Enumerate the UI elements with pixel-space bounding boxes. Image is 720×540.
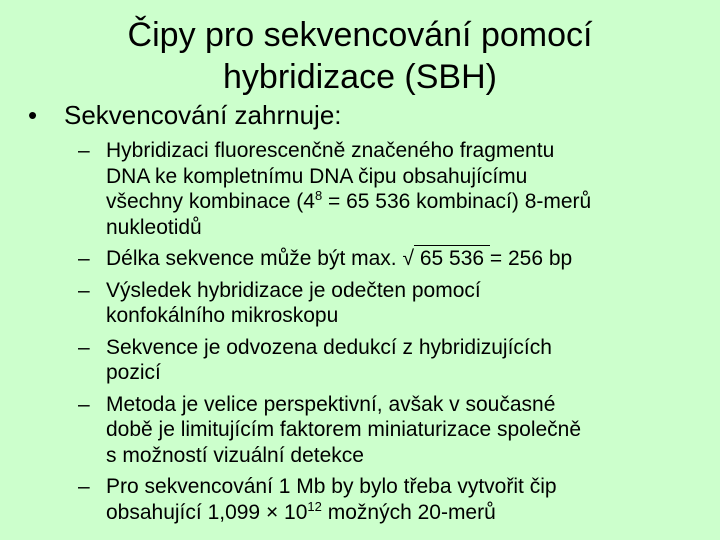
dash-icon: – bbox=[78, 392, 90, 416]
dash-icon: – bbox=[78, 247, 90, 270]
slide-title bbox=[60, 14, 660, 98]
sqrt-icon: √ bbox=[402, 247, 414, 270]
exponent: 8 bbox=[314, 188, 323, 203]
line: všechny kombinace (4 bbox=[106, 190, 315, 213]
line: s možností vizuální detekce bbox=[106, 443, 364, 467]
dash-icon: – bbox=[78, 139, 90, 162]
line: pozicí bbox=[106, 361, 161, 384]
line: nukleotidů bbox=[106, 215, 202, 239]
sub-bullet-hybridization bbox=[78, 138, 678, 240]
line: době je limitujícím faktorem miniaturizace společně bbox=[106, 418, 582, 441]
line: = 256 bp bbox=[489, 247, 573, 270]
line: = 65 536 kombinací) 8-merů bbox=[322, 190, 592, 213]
line: Metoda je velice perspektivní, avšak v současné bbox=[106, 392, 556, 416]
main-bullet bbox=[28, 100, 342, 130]
sub-bullet-method bbox=[78, 392, 678, 469]
bullet-dot-icon: • bbox=[28, 100, 38, 130]
line: možných 20-merů bbox=[321, 500, 496, 524]
sqrt-radicand: 65 536 bbox=[413, 247, 490, 270]
main-bullet-text: Sekvencování zahrnuje: bbox=[64, 100, 342, 130]
line: obsahující 1,099 × 10 bbox=[106, 500, 308, 524]
dash-icon: – bbox=[78, 475, 90, 498]
sub-bullet-list bbox=[78, 138, 678, 531]
dash-icon: – bbox=[78, 278, 90, 302]
sub-bullet-readout bbox=[78, 278, 678, 329]
sub-bullet-sequence-length bbox=[78, 246, 678, 272]
dash-icon: – bbox=[78, 335, 90, 359]
exponent: 12 bbox=[307, 498, 322, 514]
line: Pro sekvencování 1 Mb by bylo třeba vytvořit čip bbox=[106, 475, 557, 498]
line: Výsledek hybridizace je odečten pomocí bbox=[106, 278, 481, 302]
line: Délka sekvence může být max. bbox=[106, 247, 403, 270]
line: Hybridizaci fluorescenčně značeného fragmentu bbox=[106, 139, 555, 162]
line: DNA ke kompletnímu DNA čipu obsahujícímu bbox=[106, 164, 528, 188]
sub-bullet-deduction bbox=[78, 335, 678, 386]
title-line-1: Čipy pro sekvencování pomocí bbox=[127, 16, 593, 54]
title-line-2: hybridizace (SBH) bbox=[223, 58, 497, 96]
sub-bullet-requirement bbox=[78, 474, 678, 525]
line: Sekvence je odvozena dedukcí z hybridizujících bbox=[106, 335, 552, 359]
line: konfokálního mikroskopu bbox=[106, 304, 339, 327]
